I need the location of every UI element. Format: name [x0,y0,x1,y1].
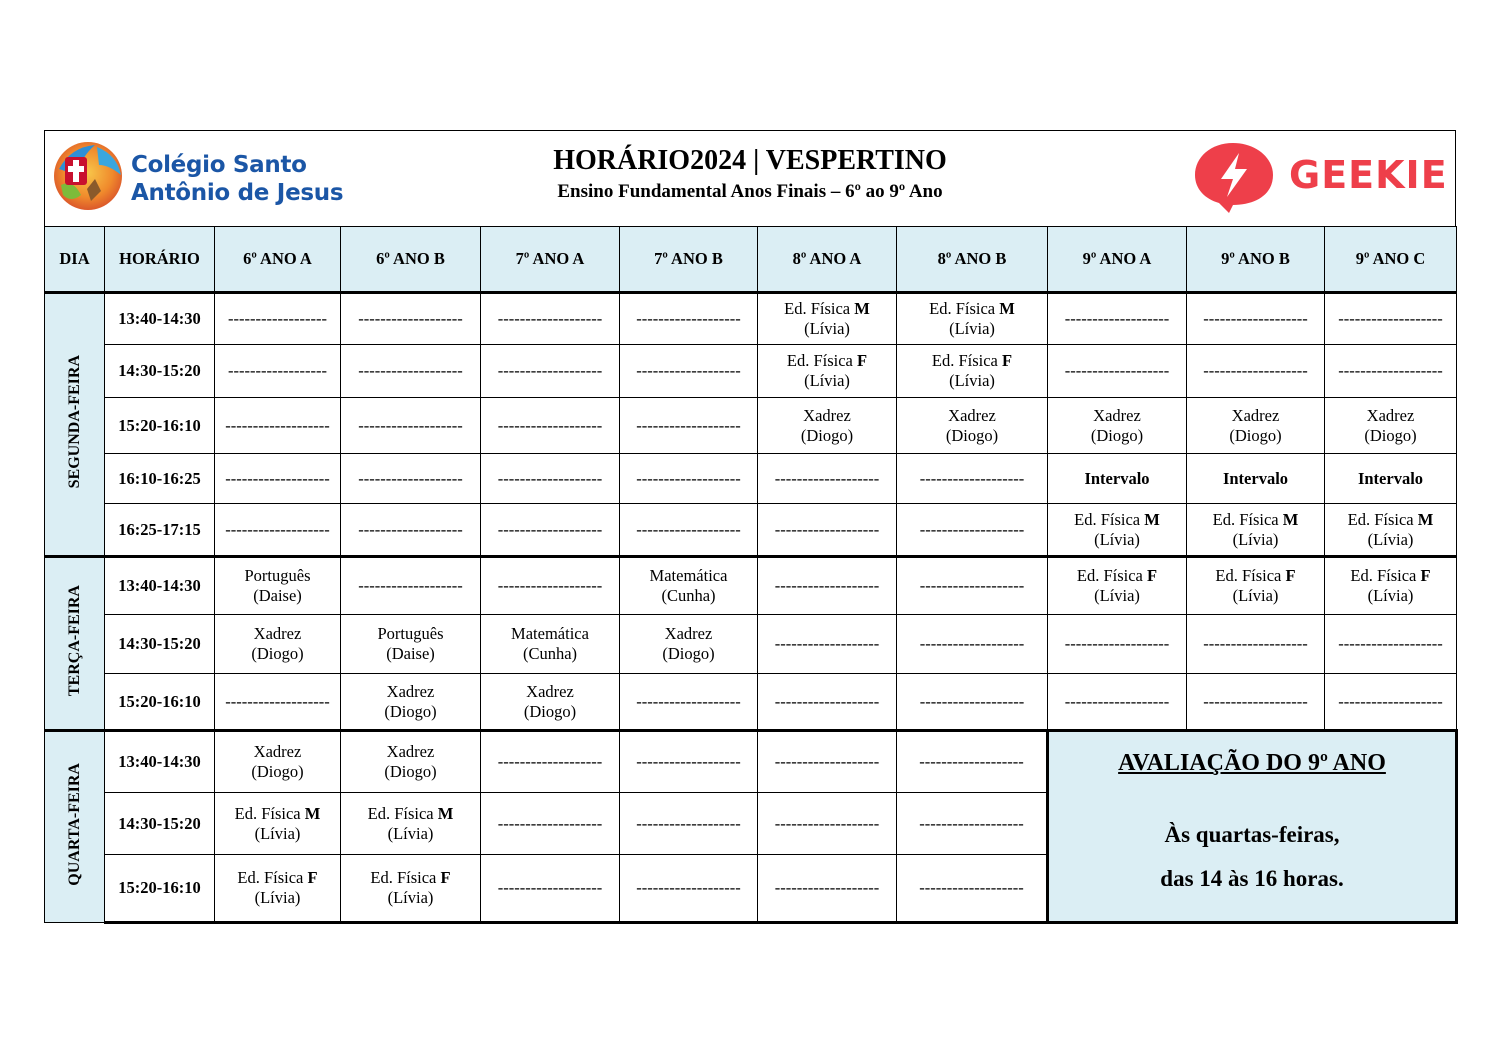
subject: Xadrez [803,405,851,425]
brand-name: GEEKIE [1289,153,1448,197]
column-header: 9º ANO A [1048,227,1187,293]
empty-slot: ------------------ [228,361,327,380]
day-label [45,731,105,923]
table-row [45,345,1457,398]
schedule-cell [215,504,341,557]
time-slot: 15:20-16:10 [105,674,215,731]
teacher: (Cunha) [522,644,578,663]
empty-slot: ------------------- [1203,634,1308,653]
table-row [45,615,1457,674]
subject: Ed. Física [1215,566,1286,585]
break-label: Intervalo [1084,468,1150,488]
group-tag: M [1417,509,1434,529]
empty-slot: ------------------- [225,415,330,435]
empty-slot: ------------------- [497,468,603,488]
subject: Ed. Física [237,868,308,887]
empty-slot: ------------------- [774,691,880,711]
empty-slot: ------------------- [358,415,463,435]
group-tag: M [304,803,321,823]
subject: Ed. Física [1350,566,1421,585]
teacher: (Diogo) [662,644,715,663]
empty-slot: ------------------- [774,752,880,771]
empty-slot: ------------------- [636,361,741,380]
schedule-cell [1325,557,1457,615]
subject: Ed. Física [1076,566,1148,585]
schedule-cell [1048,293,1187,345]
schedule-cell [1325,398,1457,454]
empty-slot: ------------------- [636,691,741,711]
empty-slot: ------------------- [919,468,1025,488]
empty-slot: ------------------- [225,691,330,711]
time-slot: 15:20-16:10 [105,855,215,923]
schedule-cell [215,731,341,793]
time-slot: 13:40-14:30 [105,731,215,793]
day-name: TERÇA-FEIRA [65,584,83,697]
schedule-cell [341,398,481,454]
schedule-cell [620,793,758,855]
schedule-cell [1187,504,1325,557]
teacher: (Diogo) [251,644,304,663]
group-tag: F [1285,566,1296,585]
schedule-cell [215,615,341,674]
empty-slot: ------------------- [1064,634,1170,653]
schedule-cell [758,615,897,674]
empty-slot: ------------------- [1338,361,1443,380]
teacher: (Diogo) [800,425,854,445]
schedule-cell [341,731,481,793]
group-tag: M [437,803,454,823]
schedule-cell [897,345,1048,398]
empty-slot: ------------------- [225,468,330,488]
time-slot: 15:20-16:10 [105,398,215,454]
teacher: (Lívia) [1094,586,1140,605]
empty-slot: ------------------- [1203,309,1308,328]
school-name-line2: Antônio de Jesus [131,180,344,206]
column-header: 9º ANO B [1187,227,1325,293]
header [44,130,1456,226]
empty-slot: ------------------- [358,361,463,380]
group-tag: F [307,868,318,887]
empty-slot: ------------------- [636,813,741,833]
table-row [45,454,1457,504]
subject: Ed. Física [931,351,1003,370]
schedule-sheet [44,130,1456,924]
schedule-cell [481,398,620,454]
column-header: DIA [45,227,105,293]
schedule-cell [897,293,1048,345]
schedule-cell [620,293,758,345]
column-header: 6º ANO B [341,227,481,293]
table-row [45,504,1457,557]
empty-slot: ------------------- [919,576,1025,595]
evaluation-note [1048,731,1457,923]
schedule-cell [1325,674,1457,731]
schedule-cell [215,398,341,454]
teacher: (Lívia) [254,888,301,907]
empty-slot: ------------------- [497,519,603,539]
schedule-cell [481,674,620,731]
break-label: Intervalo [1357,468,1424,488]
teacher: (Lívia) [254,823,301,843]
group-tag: F [1147,566,1158,585]
subject: Xadrez [1366,405,1415,425]
schedule-cell [1187,345,1325,398]
schedule-cell [341,557,481,615]
empty-slot: ------------------- [774,634,880,653]
teacher: (Daise) [386,644,435,663]
schedule-cell [1187,293,1325,345]
empty-slot: ------------------- [497,752,603,771]
schedule-cell [1325,293,1457,345]
schedule-cell [481,293,620,345]
empty-slot: ------------------- [774,813,880,833]
schedule-cell [897,454,1048,504]
group-tag: M [854,299,870,318]
teacher: (Lívia) [1094,529,1140,549]
column-header: 7º ANO B [620,227,758,293]
schedule-cell [897,557,1048,615]
table-row [45,674,1457,731]
schedule-cell [897,674,1048,731]
empty-slot: ------------------- [774,468,880,488]
schedule-cell [481,504,620,557]
schedule-cell [341,504,481,557]
time-slot: 16:25-17:15 [105,504,215,557]
schedule-cell [897,793,1048,855]
teacher: (Diogo) [384,701,437,721]
schedule-cell [1048,454,1187,504]
column-header: 8º ANO B [897,227,1048,293]
schedule-body [45,293,1457,923]
schedule-cell [1187,674,1325,731]
teacher: (Diogo) [1229,425,1282,445]
subject: Xadrez [526,681,574,701]
teacher: (Diogo) [945,425,999,445]
column-header: 9º ANO C [1325,227,1457,293]
group-tag: F [857,351,868,370]
schedule-cell [481,855,620,923]
empty-slot: ------------------- [497,361,603,380]
empty-slot: ------------------- [919,813,1024,833]
schedule-cell [897,615,1048,674]
empty-slot: ------------------- [1064,361,1170,380]
schedule-cell [620,398,758,454]
schedule-cell [620,557,758,615]
empty-slot: ------------------- [636,878,741,897]
schedule-cell [620,731,758,793]
subject: Ed. Física [234,803,305,823]
schedule-cell [897,398,1048,454]
schedule-cell [341,855,481,923]
schedule-cell [1048,615,1187,674]
empty-slot: ------------------- [1064,691,1170,711]
time-slot: 14:30-15:20 [105,345,215,398]
teacher: (Lívia) [949,319,995,338]
schedule-cell [758,731,897,793]
schedule-cell [620,674,758,731]
schedule-cell [341,454,481,504]
teacher: (Cunha) [661,586,716,605]
schedule-cell [1187,398,1325,454]
subject: Xadrez [664,624,713,643]
empty-slot: ------------------- [358,576,463,595]
group-tag: M [1282,509,1299,529]
schedule-cell [897,731,1048,793]
subject: Ed. Física [929,299,1000,318]
subject: Português [244,566,311,585]
empty-slot: ------------------- [1203,691,1308,711]
schedule-cell [758,398,897,454]
empty-slot: ------------------- [497,576,603,595]
teacher: (Lívia) [387,888,434,907]
schedule-cell [1325,345,1457,398]
group-tag: F [1420,566,1431,585]
schedule-cell [897,504,1048,557]
schedule-cell [758,293,897,345]
schedule-cell [215,293,341,345]
teacher: (Diogo) [384,762,437,781]
schedule-cell [758,557,897,615]
empty-slot: ------------------- [1064,309,1170,328]
empty-slot: ------------------- [358,468,463,488]
empty-slot: ------------------- [636,468,741,488]
schedule-cell [758,674,897,731]
empty-slot: ------------------- [774,576,880,595]
teacher: (Lívia) [804,371,850,390]
time-slot: 16:10-16:25 [105,454,215,504]
empty-slot: ------------------- [919,634,1025,653]
note-line-1: Às quartas-feiras, [1164,821,1340,847]
subject: Xadrez [253,742,302,761]
page-subtitle: Ensino Fundamental Anos Finais – 6º ao 9º Ano [557,181,943,202]
schedule-cell [481,615,620,674]
group-tag: M [999,299,1015,318]
schedule-cell [215,345,341,398]
schedule-cell [215,855,341,923]
schedule-cell [481,793,620,855]
break-label: Intervalo [1222,468,1289,488]
teacher: (Lívia) [1232,586,1279,605]
empty-slot: ------------------- [1203,361,1308,380]
teacher: (Lívia) [1367,529,1414,549]
teacher: (Lívia) [949,371,995,390]
empty-slot: ------------------- [636,752,741,771]
subject: Xadrez [1093,405,1141,425]
schedule-cell [1187,557,1325,615]
time-slot: 13:40-14:30 [105,557,215,615]
day-name: QUARTA-FEIRA [65,762,83,886]
teacher: (Lívia) [387,823,434,843]
schedule-cell [758,504,897,557]
empty-slot: ------------------- [1338,691,1443,711]
teacher: (Lívia) [1367,586,1414,605]
schedule-table [44,226,1458,924]
schedule-cell [897,855,1048,923]
empty-slot: ------------------- [497,309,603,328]
schedule-cell [1187,454,1325,504]
subject: Matemática [511,624,589,643]
subject: Ed. Física [370,868,441,887]
schedule-cell [1325,615,1457,674]
column-header: 7º ANO A [481,227,620,293]
subject: Xadrez [386,742,435,761]
time-slot: 14:30-15:20 [105,615,215,674]
teacher: (Daise) [253,586,302,605]
schedule-cell [620,855,758,923]
schedule-cell [620,345,758,398]
empty-slot: ------------------- [358,519,463,539]
schedule-cell [481,345,620,398]
schedule-cell [620,615,758,674]
teacher: (Lívia) [1232,529,1279,549]
schedule-cell [341,615,481,674]
subject: Ed. Física [1347,509,1418,529]
column-header: HORÁRIO [105,227,215,293]
empty-slot: ------------------- [225,519,330,539]
table-row [45,398,1457,454]
schedule-cell [215,454,341,504]
schedule-cell [1187,615,1325,674]
group-tag: M [1144,509,1160,529]
schedule-cell [758,793,897,855]
group-tag: F [1002,351,1013,370]
teacher: (Diogo) [1364,425,1417,445]
time-slot: 13:40-14:30 [105,293,215,345]
subject: Matemática [649,566,728,585]
schedule-cell [620,454,758,504]
empty-slot: ------------------- [636,309,741,328]
teacher: (Diogo) [1090,425,1144,445]
subject: Ed. Física [1212,509,1283,529]
schedule-cell [758,855,897,923]
empty-slot: ------------------- [774,878,880,897]
schedule-cell [1048,557,1187,615]
teacher: (Diogo) [251,762,304,781]
empty-slot: ------------------- [774,519,880,539]
schedule-cell [758,345,897,398]
schedule-cell [215,674,341,731]
empty-slot: ------------------- [358,309,463,328]
table-row [45,557,1457,615]
time-slot: 14:30-15:20 [105,793,215,855]
group-tag: F [440,868,451,887]
schedule-cell [481,731,620,793]
lightning-bubble-icon [1193,139,1279,215]
schedule-cell [620,504,758,557]
empty-slot: ------------------- [497,878,603,897]
schedule-cell [215,793,341,855]
subject: Xadrez [253,624,302,643]
subject: Ed. Física [786,351,858,370]
schedule-cell [1048,345,1187,398]
empty-slot: ------------------- [636,519,741,539]
table-row [45,731,1457,793]
column-header-row [45,227,1457,293]
subject: Xadrez [1231,405,1280,425]
note-title: AVALIAÇÃO DO 9º ANO [1118,749,1386,776]
empty-slot: ------------------- [919,519,1025,539]
empty-slot: ------------------- [1338,309,1443,328]
subject: Ed. Física [367,803,438,823]
empty-slot: ------------------- [497,415,603,435]
subject: Ed. Física [784,299,855,318]
teacher: (Diogo) [523,701,577,721]
schedule-cell [341,793,481,855]
schedule-cell [1048,674,1187,731]
page-title: HORÁRIO2024 | VESPERTINO [553,145,947,176]
table-row [45,293,1457,345]
day-label [45,557,105,731]
schedule-cell [481,557,620,615]
schedule-cell [1325,504,1457,557]
day-label [45,293,105,557]
empty-slot: ------------------- [919,878,1024,897]
empty-slot: ------------------ [228,309,327,328]
subject: Português [377,624,444,643]
schedule-cell [1048,398,1187,454]
column-header: 6º ANO A [215,227,341,293]
subject: Xadrez [386,681,435,701]
day-name: SEGUNDA-FEIRA [65,354,83,489]
empty-slot: ------------------- [497,813,603,833]
schedule-cell [215,557,341,615]
column-header: 8º ANO A [758,227,897,293]
teacher: (Lívia) [804,319,850,338]
schedule-cell [1048,504,1187,557]
schedule-cell [758,454,897,504]
school-name-line1: Colégio Santo [131,152,307,178]
empty-slot: ------------------- [636,415,741,435]
geekie-logo [1193,139,1448,215]
schedule-cell [341,674,481,731]
schedule-cell [481,454,620,504]
schedule-cell [341,345,481,398]
schedule-cell [341,293,481,345]
empty-slot: ------------------- [919,752,1024,771]
subject: Xadrez [948,405,996,425]
empty-slot: ------------------- [1338,634,1443,653]
empty-slot: ------------------- [919,691,1025,711]
schedule-cell [1325,454,1457,504]
note-line-2: das 14 às 16 horas. [1160,865,1344,891]
subject: Ed. Física [1074,509,1145,529]
